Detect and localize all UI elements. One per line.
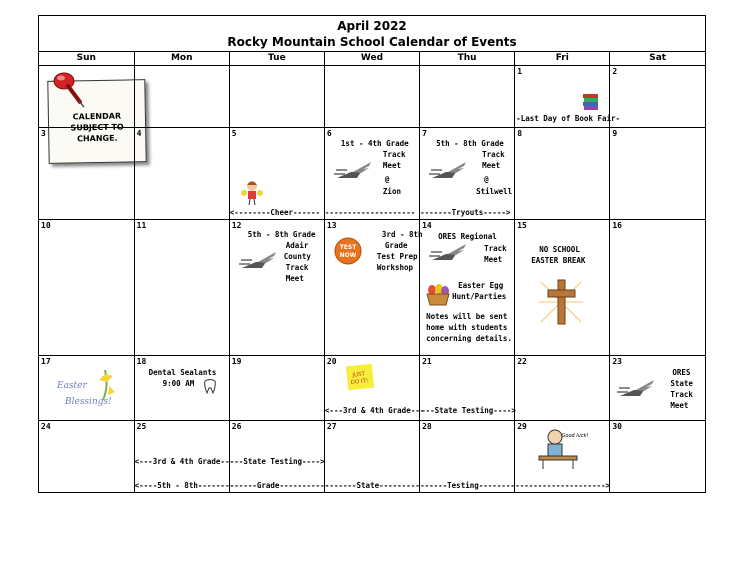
- day-number: 26: [231, 421, 242, 431]
- day-number: 12: [231, 220, 242, 230]
- day-number: 30: [612, 421, 622, 431]
- event-line: Workshop: [376, 262, 414, 272]
- day-cell-3: [39, 127, 134, 219]
- day-number: 9: [612, 128, 618, 138]
- event-grade: 5th - 8th Grade: [436, 138, 504, 148]
- event-note: concerning details.: [426, 333, 512, 343]
- event-line: Hunt/Parties: [452, 291, 507, 301]
- event-testing-start: <----5th - 8th--------: [134, 480, 234, 490]
- event-testing-start: <---3rd & 4th Grade---: [324, 405, 425, 415]
- event-line: 3rd - 8th: [381, 229, 423, 239]
- day-number: 27: [326, 421, 337, 431]
- event-testing-mid: ------Grade-----------: [229, 480, 330, 490]
- day-cell-13: [324, 219, 423, 355]
- day-cell-7: [420, 127, 515, 219]
- day-cell-empty: [134, 65, 229, 127]
- event-line: Stilwell: [476, 186, 513, 196]
- svg-text:DO IT!: DO IT!: [350, 377, 369, 386]
- test-now-badge-icon: [334, 236, 362, 266]
- svg-text:NOW: NOW: [339, 251, 357, 259]
- student-desk-icon: [537, 427, 589, 471]
- day-cell-6: [324, 127, 419, 219]
- easter-cross-icon: [539, 276, 583, 328]
- event-line: Track: [482, 149, 505, 159]
- day-number: 18: [136, 356, 147, 366]
- winged-shoe-icon: [333, 160, 373, 182]
- day-cell-16: [610, 219, 705, 355]
- month-title: April 2022: [337, 19, 407, 33]
- event-book-fair: -Last Day of Book Fair-: [516, 113, 621, 123]
- day-number: 17: [41, 356, 51, 366]
- day-cell-24: [39, 420, 134, 492]
- event-line: Meet: [670, 400, 689, 410]
- event-cheer-tryouts-start: <--------Cheer------: [229, 207, 321, 217]
- winged-shoe-icon: [616, 378, 656, 400]
- sticky-note-icon: [345, 362, 375, 390]
- event-testing-mid: ------Testing--------: [420, 480, 515, 490]
- note-line-1: CALENDAR: [72, 111, 122, 122]
- note-line-2: SUBJECT TO: [70, 122, 124, 133]
- weekday-mon: Mon: [134, 52, 229, 65]
- day-cell-empty: [39, 65, 134, 127]
- event-line: Zion: [382, 186, 401, 196]
- event-line: Meet: [482, 160, 501, 170]
- tooth-icon: [203, 378, 217, 394]
- calendar-header: [39, 18, 705, 52]
- easter-blessings-icon: [53, 366, 123, 416]
- day-cell-19: [229, 355, 324, 420]
- day-number: 2: [612, 66, 618, 76]
- books-icon: [582, 92, 600, 112]
- event-line: Track: [382, 149, 406, 159]
- day-cell-11: [134, 219, 229, 355]
- event-line: Adair: [285, 240, 309, 250]
- day-number: 19: [231, 356, 242, 366]
- event-testing-end: ---State Testing---->: [229, 456, 325, 466]
- weekday-fri: Fri: [515, 52, 610, 65]
- weekday-sun: Sun: [39, 52, 134, 65]
- calendar: [38, 15, 706, 493]
- weekday-sat: Sat: [610, 52, 705, 65]
- day-cell-8: [515, 127, 610, 219]
- day-number: 16: [612, 220, 622, 230]
- day-cell-15: [515, 219, 610, 355]
- event-dental-time: 9:00 AM: [162, 378, 195, 388]
- event-cheer-tryouts-mid: --------------------: [324, 207, 416, 217]
- day-number: 5: [231, 128, 237, 138]
- day-number: 13: [326, 220, 337, 230]
- day-cell-4: [134, 127, 229, 219]
- event-line: Test Prep: [376, 251, 418, 261]
- event-line: State: [670, 378, 693, 388]
- event-note: Notes will be sent: [426, 311, 508, 321]
- calendar-grid: [39, 52, 705, 492]
- day-number: 24: [41, 421, 51, 431]
- day-cell-30: [610, 420, 705, 492]
- event-no-school: NO SCHOOL: [539, 244, 580, 254]
- event-easter-break: EASTER BREAK: [531, 255, 586, 265]
- day-cell-18: [134, 355, 229, 420]
- day-cell-empty: [229, 65, 324, 127]
- day-number: 10: [41, 220, 51, 230]
- svg-text:JUST: JUST: [352, 370, 366, 379]
- easter-text-2: Blessings!: [65, 396, 112, 407]
- event-grade: 1st - 4th Grade: [340, 138, 409, 148]
- day-cell-25: [134, 420, 234, 492]
- event-line: @: [484, 174, 489, 184]
- day-cell-20: [324, 355, 425, 420]
- event-line: Grade: [384, 240, 408, 250]
- day-cell-empty: [324, 65, 419, 127]
- day-cell-empty: [420, 65, 515, 127]
- event-line: Track: [670, 389, 693, 399]
- winged-shoe-icon: [428, 160, 468, 182]
- event-line: Track: [285, 262, 309, 272]
- day-cell-12: [229, 219, 324, 355]
- event-dental: Dental Sealants: [148, 367, 217, 377]
- day-cell-21: [420, 355, 515, 420]
- day-number: 11: [136, 220, 147, 230]
- day-cell-26: [229, 420, 330, 492]
- day-cell-23: [610, 355, 705, 420]
- event-line: Meet: [484, 254, 503, 264]
- winged-shoe-icon: [428, 242, 468, 264]
- day-cell-28: [420, 420, 515, 492]
- winged-shoe-icon: [238, 250, 278, 272]
- calendar-title: Rocky Mountain School Calendar of Events: [227, 35, 517, 49]
- event-testing-start: <---3rd & 4th Grade---: [134, 456, 234, 466]
- day-number: 28: [422, 421, 432, 431]
- svg-text:TEST: TEST: [339, 243, 357, 251]
- cheerleader-icon: [240, 180, 264, 206]
- day-number: 20: [326, 356, 337, 366]
- event-line: County: [283, 251, 311, 261]
- event-grade: 5th - 8th Grade: [247, 229, 316, 239]
- good-luck-text: Good luck!: [561, 432, 589, 439]
- day-number: 22: [517, 356, 527, 366]
- day-number: 25: [136, 421, 147, 431]
- event-line: ORES: [672, 367, 691, 377]
- day-cell-14: [420, 219, 515, 355]
- day-cell-2: [610, 65, 705, 127]
- event-line: Meet: [382, 160, 401, 170]
- day-number: 14: [422, 220, 432, 230]
- weekday-wed: Wed: [324, 52, 419, 65]
- event-testing-end: -------------------->: [515, 480, 611, 490]
- weekday-thu: Thu: [420, 52, 515, 65]
- event-line: Easter Egg: [458, 280, 504, 290]
- event-line: Meet: [285, 273, 304, 283]
- day-cell-22: [515, 355, 610, 420]
- event-testing-end: ---State Testing---->: [421, 405, 516, 415]
- day-cell-29: [515, 420, 610, 492]
- day-number: 1: [517, 66, 523, 76]
- event-line: Track: [484, 243, 507, 253]
- day-number: 6: [326, 128, 332, 138]
- event-cheer-tryouts-end: -------Tryouts----->: [420, 207, 511, 217]
- day-cell-27: [324, 420, 419, 492]
- day-cell-1: [515, 65, 621, 127]
- day-number: 29: [517, 421, 527, 431]
- day-cell-9: [610, 127, 705, 219]
- weekday-tue: Tue: [229, 52, 324, 65]
- day-number: 7: [422, 128, 427, 138]
- event-title: ORES Regional: [438, 231, 497, 241]
- day-number: 8: [517, 128, 523, 138]
- event-testing-mid: -------State---------: [324, 480, 420, 490]
- day-number: 4: [136, 128, 142, 138]
- day-number: 23: [612, 356, 622, 366]
- day-number: 3: [41, 128, 46, 138]
- day-cell-17: [39, 355, 134, 420]
- note-line-3: CHANGE.: [76, 133, 118, 144]
- day-number: 15: [517, 220, 527, 230]
- easter-text-1: Easter: [57, 380, 87, 391]
- day-cell-5: [229, 127, 324, 219]
- event-line: @: [384, 174, 390, 184]
- day-cell-10: [39, 219, 134, 355]
- day-number: 21: [422, 356, 432, 366]
- event-note: home with students: [426, 322, 508, 332]
- easter-basket-icon: [425, 282, 451, 306]
